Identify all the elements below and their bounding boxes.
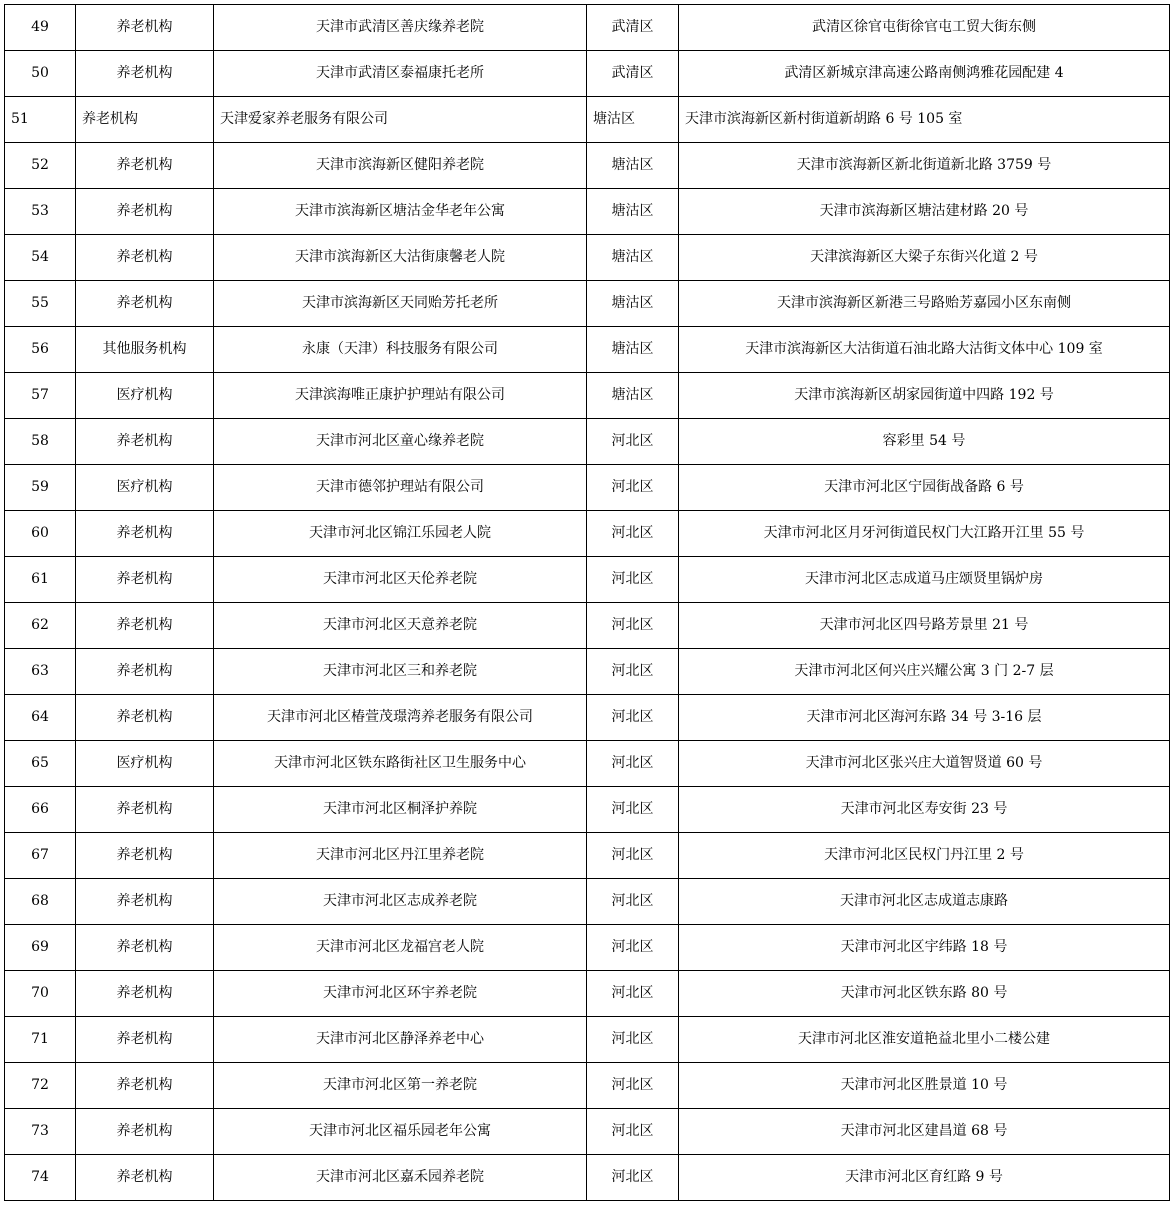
cell-district: 河北区	[587, 465, 679, 511]
cell-no: 67	[5, 833, 76, 879]
cell-no: 59	[5, 465, 76, 511]
cell-name: 天津市滨海新区大沽街康馨老人院	[214, 235, 587, 281]
cell-name: 天津市滨海新区健阳养老院	[214, 143, 587, 189]
cell-address: 天津市滨海新区胡家园街道中四路 192 号	[679, 373, 1170, 419]
table-row-50	[5, 51, 1170, 97]
cell-no: 63	[5, 649, 76, 695]
cell-district: 河北区	[587, 741, 679, 787]
cell-type: 医疗机构	[76, 465, 214, 511]
cell-address: 天津市滨海新区新北街道新北路 3759 号	[679, 143, 1170, 189]
cell-type: 养老机构	[76, 419, 214, 465]
cell-address: 天津市河北区志成道志康路	[679, 879, 1170, 925]
cell-address: 天津滨海新区大梁子东街兴化道 2 号	[679, 235, 1170, 281]
cell-district: 塘沽区	[587, 189, 679, 235]
table-row-74	[5, 1155, 1170, 1201]
cell-district: 塘沽区	[587, 373, 679, 419]
cell-address: 天津市河北区张兴庄大道智贤道 60 号	[679, 741, 1170, 787]
cell-address: 天津市河北区宇纬路 18 号	[679, 925, 1170, 971]
cell-district: 河北区	[587, 833, 679, 879]
cell-address: 天津市河北区淮安道艳益北里小二楼公建	[679, 1017, 1170, 1063]
cell-address: 天津市河北区建昌道 68 号	[679, 1109, 1170, 1155]
cell-name: 天津市河北区童心缘养老院	[214, 419, 587, 465]
cell-no: 68	[5, 879, 76, 925]
cell-district: 河北区	[587, 879, 679, 925]
table-row-72	[5, 1063, 1170, 1109]
cell-district: 塘沽区	[587, 143, 679, 189]
cell-address: 天津市河北区月牙河街道民权门大江路开江里 55 号	[679, 511, 1170, 557]
cell-address: 武清区新城京津高速公路南侧鸿雅花园配建 4	[679, 51, 1170, 97]
cell-address: 天津市滨海新区新村街道新胡路 6 号 105 室	[679, 97, 1170, 143]
cell-address: 天津市河北区铁东路 80 号	[679, 971, 1170, 1017]
table-row-69	[5, 925, 1170, 971]
cell-address: 天津市河北区四号路芳景里 21 号	[679, 603, 1170, 649]
cell-district: 塘沽区	[587, 281, 679, 327]
table-row-73	[5, 1109, 1170, 1155]
table-row-71	[5, 1017, 1170, 1063]
cell-no: 60	[5, 511, 76, 557]
cell-no: 74	[5, 1155, 76, 1201]
cell-name: 永康（天津）科技服务有限公司	[214, 327, 587, 373]
table-row-62	[5, 603, 1170, 649]
table-row-61	[5, 557, 1170, 603]
cell-district: 塘沽区	[587, 327, 679, 373]
cell-type: 养老机构	[76, 511, 214, 557]
cell-type: 养老机构	[76, 833, 214, 879]
cell-type: 养老机构	[76, 557, 214, 603]
table-row-53	[5, 189, 1170, 235]
cell-district: 河北区	[587, 649, 679, 695]
cell-address: 天津市滨海新区塘沽建材路 20 号	[679, 189, 1170, 235]
cell-name: 天津爱家养老服务有限公司	[214, 97, 587, 143]
cell-no: 55	[5, 281, 76, 327]
table-row-59	[5, 465, 1170, 511]
cell-type: 养老机构	[76, 603, 214, 649]
cell-address: 天津市河北区宁园街战备路 6 号	[679, 465, 1170, 511]
cell-name: 天津市滨海新区塘沽金华老年公寓	[214, 189, 587, 235]
cell-type: 养老机构	[76, 695, 214, 741]
cell-address: 天津市河北区育红路 9 号	[679, 1155, 1170, 1201]
cell-district: 河北区	[587, 695, 679, 741]
cell-name: 天津市武清区善庆缘养老院	[214, 5, 587, 51]
cell-no: 54	[5, 235, 76, 281]
cell-type: 养老机构	[76, 5, 214, 51]
cell-name: 天津市河北区福乐园老年公寓	[214, 1109, 587, 1155]
table-row-68	[5, 879, 1170, 925]
cell-type: 养老机构	[76, 1063, 214, 1109]
cell-name: 天津市滨海新区天同贻芳托老所	[214, 281, 587, 327]
cell-district: 河北区	[587, 1155, 679, 1201]
cell-address: 天津市河北区民权门丹江里 2 号	[679, 833, 1170, 879]
table-row-60	[5, 511, 1170, 557]
cell-type: 医疗机构	[76, 741, 214, 787]
cell-district: 河北区	[587, 1109, 679, 1155]
table-row-57	[5, 373, 1170, 419]
table-row-67	[5, 833, 1170, 879]
table-row-64	[5, 695, 1170, 741]
cell-type: 养老机构	[76, 281, 214, 327]
cell-name: 天津市河北区龙福宫老人院	[214, 925, 587, 971]
cell-name: 天津市河北区天意养老院	[214, 603, 587, 649]
cell-address: 天津市滨海新区新港三号路贻芳嘉园小区东南侧	[679, 281, 1170, 327]
cell-address: 天津市河北区海河东路 34 号 3-16 层	[679, 695, 1170, 741]
cell-type: 养老机构	[76, 1017, 214, 1063]
table-body	[5, 5, 1170, 1201]
cell-type: 养老机构	[76, 189, 214, 235]
cell-district: 河北区	[587, 787, 679, 833]
cell-address: 武清区徐官屯街徐官屯工贸大街东侧	[679, 5, 1170, 51]
cell-name: 天津市河北区桐泽护养院	[214, 787, 587, 833]
cell-name: 天津市德邻护理站有限公司	[214, 465, 587, 511]
table-row-52	[5, 143, 1170, 189]
cell-name: 天津市武清区泰福康托老所	[214, 51, 587, 97]
cell-name: 天津市河北区椿萱茂璟湾养老服务有限公司	[214, 695, 587, 741]
cell-district: 河北区	[587, 557, 679, 603]
cell-district: 河北区	[587, 511, 679, 557]
cell-district: 河北区	[587, 925, 679, 971]
cell-address: 天津市滨海新区大沽街道石油北路大沽街文体中心 109 室	[679, 327, 1170, 373]
table-row-55	[5, 281, 1170, 327]
cell-type: 养老机构	[76, 97, 214, 143]
cell-name: 天津市河北区三和养老院	[214, 649, 587, 695]
cell-no: 71	[5, 1017, 76, 1063]
cell-name: 天津市河北区丹江里养老院	[214, 833, 587, 879]
cell-no: 58	[5, 419, 76, 465]
table-row-54	[5, 235, 1170, 281]
cell-name: 天津市河北区环宇养老院	[214, 971, 587, 1017]
cell-type: 养老机构	[76, 787, 214, 833]
table-row-56	[5, 327, 1170, 373]
cell-type: 养老机构	[76, 51, 214, 97]
cell-no: 69	[5, 925, 76, 971]
cell-no: 72	[5, 1063, 76, 1109]
cell-district: 塘沽区	[587, 235, 679, 281]
cell-no: 61	[5, 557, 76, 603]
cell-type: 养老机构	[76, 879, 214, 925]
cell-no: 49	[5, 5, 76, 51]
table-row-58	[5, 419, 1170, 465]
cell-address: 天津市河北区何兴庄兴耀公寓 3 门 2-7 层	[679, 649, 1170, 695]
cell-name: 天津市河北区嘉禾园养老院	[214, 1155, 587, 1201]
cell-no: 50	[5, 51, 76, 97]
cell-type: 养老机构	[76, 143, 214, 189]
cell-name: 天津市河北区静泽养老中心	[214, 1017, 587, 1063]
table-row-63	[5, 649, 1170, 695]
cell-no: 56	[5, 327, 76, 373]
cell-name: 天津市河北区铁东路街社区卫生服务中心	[214, 741, 587, 787]
cell-type: 其他服务机构	[76, 327, 214, 373]
table-row-70	[5, 971, 1170, 1017]
cell-no: 57	[5, 373, 76, 419]
cell-type: 养老机构	[76, 235, 214, 281]
cell-district: 河北区	[587, 603, 679, 649]
cell-type: 养老机构	[76, 925, 214, 971]
table-row-66	[5, 787, 1170, 833]
table-row-49	[5, 5, 1170, 51]
cell-no: 73	[5, 1109, 76, 1155]
cell-district: 河北区	[587, 419, 679, 465]
cell-address: 天津市河北区志成道马庄颂贤里锅炉房	[679, 557, 1170, 603]
cell-no: 52	[5, 143, 76, 189]
cell-district: 河北区	[587, 1063, 679, 1109]
institution-table	[4, 4, 1170, 1201]
cell-no: 62	[5, 603, 76, 649]
cell-district: 河北区	[587, 971, 679, 1017]
cell-type: 医疗机构	[76, 373, 214, 419]
cell-address: 容彩里 54 号	[679, 419, 1170, 465]
cell-address: 天津市河北区胜景道 10 号	[679, 1063, 1170, 1109]
cell-name: 天津市河北区锦江乐园老人院	[214, 511, 587, 557]
cell-district: 塘沽区	[587, 97, 679, 143]
cell-name: 天津市河北区志成养老院	[214, 879, 587, 925]
cell-type: 养老机构	[76, 971, 214, 1017]
cell-district: 河北区	[587, 1017, 679, 1063]
cell-no: 70	[5, 971, 76, 1017]
cell-no: 65	[5, 741, 76, 787]
cell-district: 武清区	[587, 51, 679, 97]
cell-no: 51	[5, 97, 76, 143]
cell-type: 养老机构	[76, 1155, 214, 1201]
cell-name: 天津市河北区第一养老院	[214, 1063, 587, 1109]
cell-district: 武清区	[587, 5, 679, 51]
cell-address: 天津市河北区寿安街 23 号	[679, 787, 1170, 833]
cell-no: 66	[5, 787, 76, 833]
cell-type: 养老机构	[76, 1109, 214, 1155]
cell-type: 养老机构	[76, 649, 214, 695]
cell-name: 天津市河北区天伦养老院	[214, 557, 587, 603]
table-row-51	[5, 97, 1170, 143]
cell-name: 天津滨海唯正康护护理站有限公司	[214, 373, 587, 419]
cell-no: 53	[5, 189, 76, 235]
cell-no: 64	[5, 695, 76, 741]
table-row-65	[5, 741, 1170, 787]
